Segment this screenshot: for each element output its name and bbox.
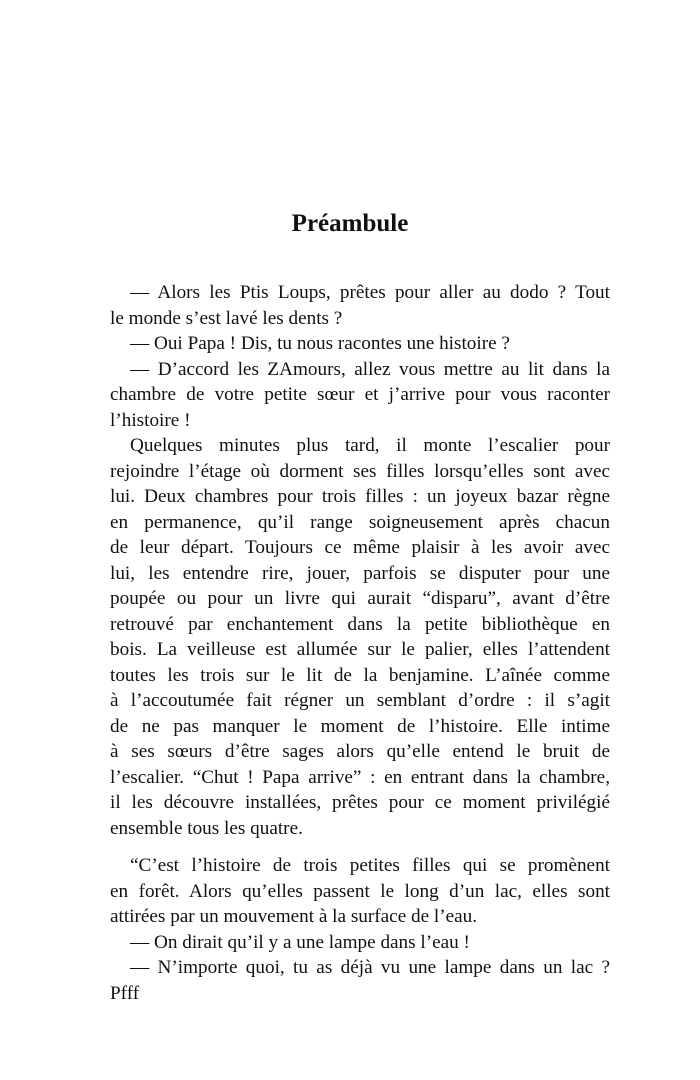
text-line: l’escalier. “Chut ! Papa arrive” : en entrant dans la chambre,	[110, 766, 610, 788]
text-line: en permanence, qu’il range soigneusement après chacun	[110, 511, 610, 533]
text-line: poupée ou pour un livre qui aurait “disparu”, avant d’être	[110, 588, 610, 609]
text-line: ensemble tous les quatre.	[110, 817, 303, 839]
text-line: en forêt. Alors qu’elles passent le long d’un lac, elles sont	[110, 880, 610, 902]
text-line: — Alors les Ptis Loups, prêtes pour aller au dodo ? Tout	[130, 282, 610, 303]
paragraph-gap	[110, 841, 610, 853]
text-line: — N’importe quoi, tu as déjà vu une lampe dans un lac ?	[130, 957, 610, 978]
text-line: le monde s’est lavé les dents ?	[110, 307, 343, 329]
body-text	[110, 280, 610, 1006]
text-line: à ses sœurs d’être sages alors qu’elle entend le bruit de	[110, 741, 610, 762]
chapter-title: Préambule	[291, 210, 409, 237]
text-line: Quelques minutes plus tard, il monte l’escalier pour	[130, 435, 610, 456]
text-line: — D’accord les ZAmours, allez vous mettre au lit dans la	[130, 358, 610, 380]
text-line: rejoindre l’étage où dorment ses filles lorsqu’elles sont avec	[110, 460, 610, 482]
text-line: — Oui Papa ! Dis, tu nous racontes une histoire ?	[130, 333, 510, 354]
text-line: Pfff	[110, 982, 140, 1004]
text-line: de ne pas manquer le moment de l’histoire. Elle intime	[110, 715, 610, 737]
text-line: retrouvé par enchantement dans la petite bibliothèque en	[110, 613, 610, 635]
text-line: lui. Deux chambres pour trois filles : un joyeux bazar règne	[110, 486, 610, 507]
text-line: “C’est l’histoire de trois petites filles qui se promènent	[130, 855, 610, 876]
text-line: chambre de votre petite sœur et j’arrive pour vous raconter	[110, 384, 610, 405]
text-line: toutes les trois sur le lit de la benjamine. L’aînée comme	[110, 664, 610, 686]
text-line: lui, les entendre rire, jouer, parfois se disputer pour une	[110, 562, 610, 584]
text-line: — On dirait qu’il y a une lampe dans l’eau !	[130, 931, 470, 953]
text-line: bois. La veilleuse est allumée sur le palier, elles l’attendent	[110, 639, 610, 660]
text-line: l’histoire !	[110, 409, 191, 431]
text-line: de leur départ. Toujours ce même plaisir à les avoir avec	[110, 537, 610, 558]
text-line: à l’accoutumée fait régner un semblant d’ordre : il s’agit	[110, 690, 610, 711]
text-line: il les découvre installées, prêtes pour ce moment privilégié	[110, 792, 610, 813]
text-line: attirées par un mouvement à la surface de l’eau.	[110, 906, 478, 927]
